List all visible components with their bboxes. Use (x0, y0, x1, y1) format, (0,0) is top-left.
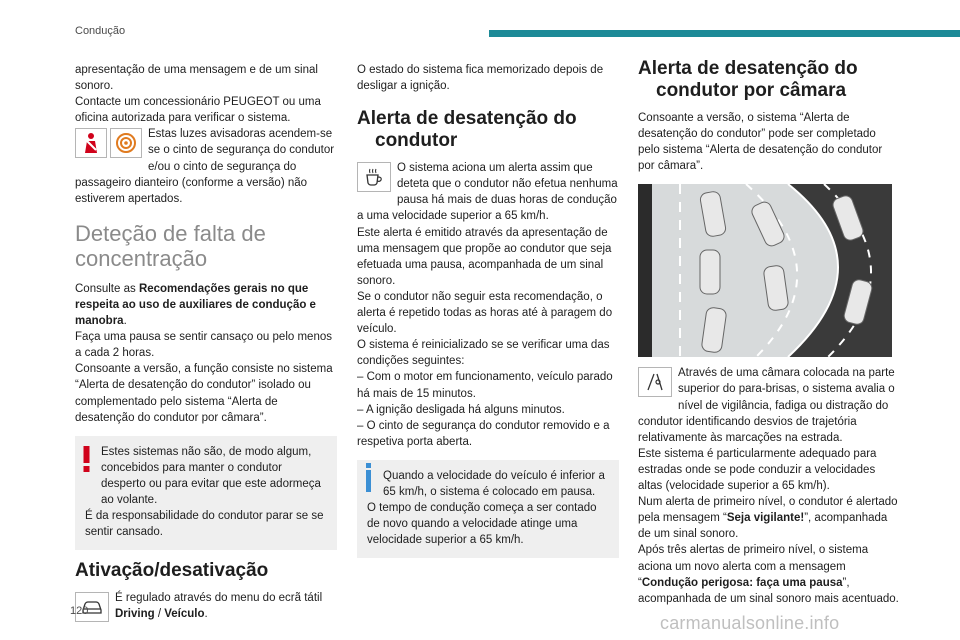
paragraph: Este alerta é emitido através da apresentação de uma mensagem que propõe ao condutor que seja efetuada uma pausa, acompanhada de um sinal sonoro. (357, 226, 612, 287)
info-icon (366, 470, 371, 492)
paragraph: Faça uma pausa se sentir cansaço ou pelo menos a cada 2 horas. (75, 331, 332, 360)
watermark: carmanualsonline.info (660, 613, 840, 633)
exclamation-icon (83, 446, 89, 477)
warning-box (75, 436, 337, 551)
paragraph: O estado do sistema fica memorizado depois de desligar a ignição. (357, 64, 604, 93)
camera-icon-row (638, 365, 900, 445)
menu-icon-row (75, 590, 337, 624)
paragraph: Através de uma câmara colocada na parte superior do para-brisas, o sistema avalia o nível de vigilância, fadiga ou distração do condutor identificando desvios de trajetória relativamente às marcações na estrada. (638, 367, 895, 444)
text: . (123, 315, 127, 328)
coffee-icon-row (357, 160, 619, 224)
title-line: condutor por câmara (656, 80, 847, 101)
info-icon-dot (366, 463, 371, 468)
paragraph: É regulado através do menu do ecrã tátil (115, 592, 323, 605)
title-line: condutor (375, 130, 458, 152)
seatbelt-icons (75, 128, 142, 158)
bold-text: Driving (115, 608, 155, 621)
list-item: – Com o motor em funcionamento, veículo parado há mais de 15 minutos. (357, 371, 613, 400)
paragraph (638, 542, 900, 606)
text: / (154, 608, 165, 621)
section-title (638, 58, 900, 102)
text: Consulte as (75, 282, 139, 295)
header-accent-bar (489, 30, 960, 37)
paragraph: O sistema é reinicializado se se verificar uma das condições seguintes: (357, 339, 610, 368)
bold-text: Veículo (164, 608, 205, 621)
bold-text: Condução perigosa: faça uma pausa (641, 576, 843, 589)
bold-text: Seja vigilante! (726, 512, 805, 525)
paragraph (75, 281, 337, 329)
info-text: Quando a velocidade do veículo é inferior a 65 km/h, o sistema é colocado em pausa. (383, 469, 605, 498)
section-title (357, 108, 619, 152)
info-box (357, 460, 619, 558)
page-number: 120 (70, 605, 89, 617)
column-2 (357, 62, 619, 568)
lane-deviation-illustration (638, 184, 892, 357)
bold-text: Recomendações gerais no que respeita ao uso de auxiliares de condução e manobra (75, 282, 316, 328)
section-title: Ativação/desativação (75, 560, 269, 582)
warning-text: Estes sistemas não são, de modo algum, concebidos para manter o condutor desperto ou para evitar que este adormeça ao volante. (101, 445, 321, 506)
paragraph: Estas luzes avisadoras acendem-se se o cinto de segurança do condutor e/ou o cinto de segurança do passageiro dianteiro (conforme a versão) não estiverem apertados. (75, 128, 335, 205)
title-line: Alerta de desatenção do (357, 108, 577, 130)
paragraph: O sistema aciona um alerta assim que deteta que o condutor não efetua nenhuma pausa há mais de duas horas de condução a uma velocidade superior a 65 km/h. (357, 162, 618, 223)
paragraph: Este sistema é particularmente adequado para estradas onde se pode conduzir a velocidades altas (velocidade superior a 65 km/h). (638, 447, 877, 493)
text: . (204, 608, 208, 621)
column-1 (75, 62, 337, 624)
paragraph: apresentação de uma mensagem e de um sinal sonoro. (75, 64, 318, 93)
paragraph: Se o condutor não seguir esta recomendação, o alerta é repetido todas as horas até à paragem do veículo. (357, 290, 613, 336)
list-item: – O cinto de segurança do condutor removido e a respetiva porta aberta. (357, 419, 610, 448)
text: ”, acompanhada de um sinal sonoro. (638, 512, 888, 541)
column-3 (638, 58, 900, 607)
text: ”, acompanhada de um sinal sonoro mais acentuado. (638, 576, 899, 605)
coffee-cup-icon (357, 162, 391, 192)
seatbelt-icon-row (75, 126, 337, 206)
paragraph: Consoante a versão, o sistema “Alerta de desatenção do condutor” pode ser completado pelo sistema “Alerta de desatenção do condutor por câmara”. (638, 112, 883, 173)
paragraph (75, 606, 337, 622)
text: Após três alertas de primeiro nível, o sistema aciona um novo alerta com a mensagem “ (638, 544, 869, 589)
info-text: O tempo de condução começa a ser contado de novo quando a velocidade atinge uma velocidade superior a 65 km/h. (367, 502, 597, 547)
paragraph: Contacte um concessionário PEUGEOT ou uma oficina autorizada para verificar o sistema. (75, 96, 321, 125)
seatbelt-warning-icon (75, 128, 107, 158)
warning-text: É da responsabilidade do condutor parar se se sentir cansado. (85, 510, 324, 539)
title-line: Alerta de desatenção do (638, 58, 858, 79)
camera-lane-icon (638, 367, 672, 397)
section-title: Deteção de falta de concentração (75, 220, 266, 271)
passenger-seatbelt-icon (110, 128, 142, 158)
paragraph (638, 494, 900, 542)
text: Num alerta de primeiro nível, o condutor é alertado pela mensagem “ (638, 496, 898, 525)
running-header: Condução (75, 25, 126, 37)
paragraph: Consoante a versão, a função consiste no sistema “Alerta de desatenção do condutor” isolado ou complementado pelo sistema “Alerta de desatenção do condutor por câmara”. (75, 363, 333, 424)
list-item: – A ignição desligada há alguns minutos. (357, 403, 565, 416)
